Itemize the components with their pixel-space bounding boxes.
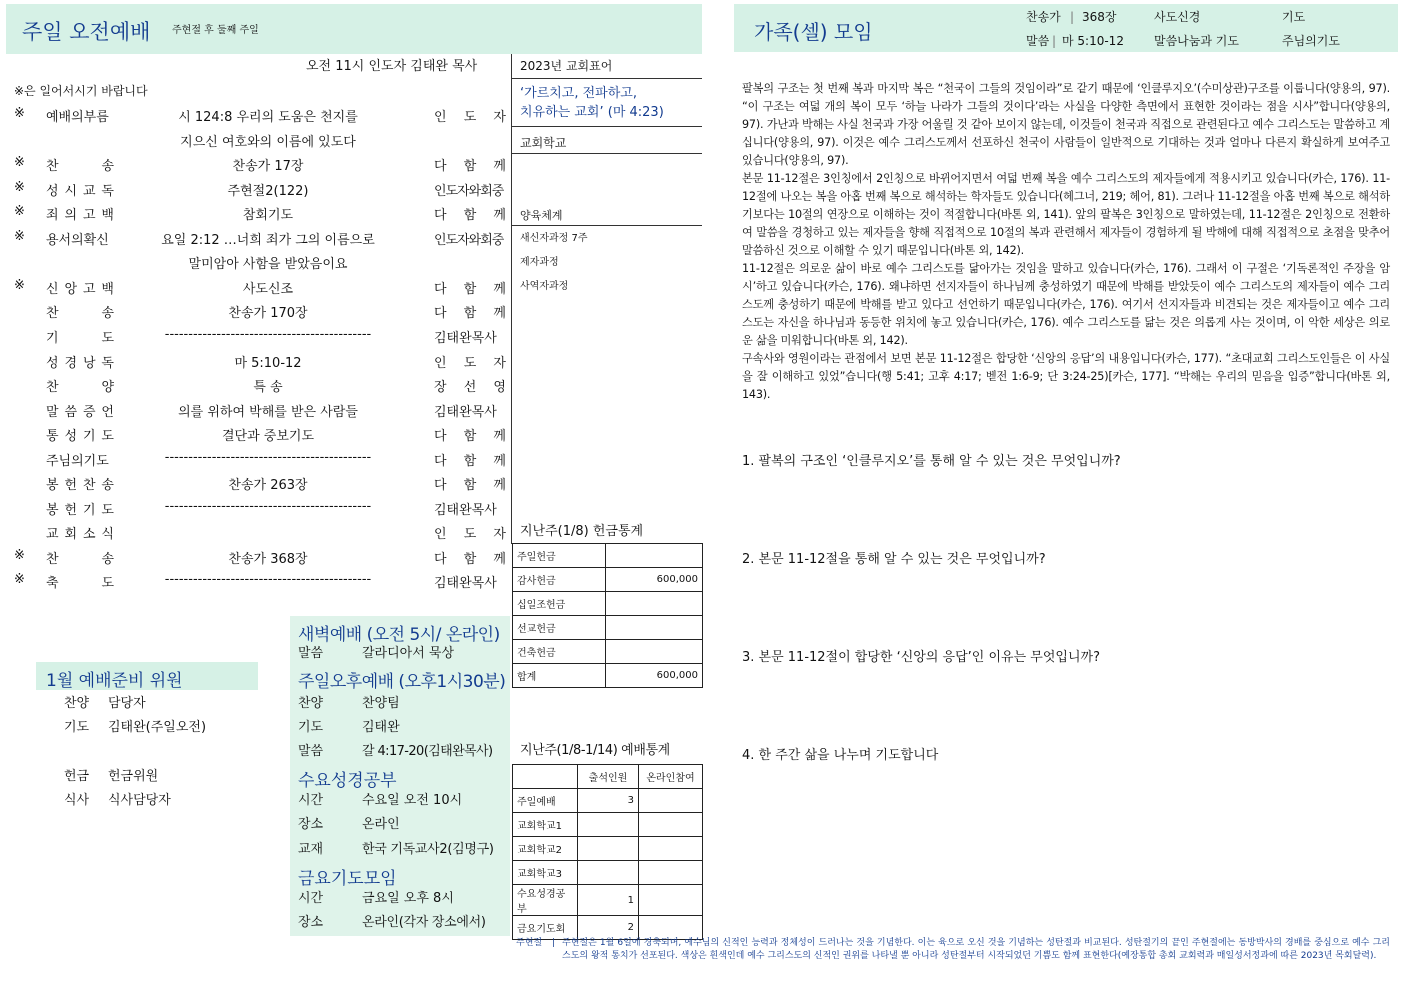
worship-item-content: -------------------------------------------- [164,326,372,342]
right-header [734,4,1398,52]
worship-item-content: 말미암아 사함을 받았음이요 [188,257,348,273]
worship-item-label: 기 도 [46,330,114,346]
epiphany-separator: | [552,938,556,948]
service-key: 시간 [298,793,324,808]
creed: 사도신경 [1154,10,1201,24]
epiphany-label: 주현절 [516,938,543,948]
stand-mark: ※ [14,204,25,220]
table-row [513,664,703,688]
service-key: 말씀 [298,646,324,661]
worship-item-content: 지으신 여호와의 이름에 있도다 [180,134,356,150]
friday-title: 금요기도모임 [298,869,397,889]
attendance-label: 주일예배 [513,789,578,813]
commentary-paragraph: 구속사와 영원이라는 관점에서 보면 본문 11-12절은 합당한 ‘신앙의 응답’의 내용입니다(카슨, 177). “초대교회 그리스도인들은 이 사실을 잘 이해하고 있었”습니다(행 5:41; 고후 4:17; 벧전 1:6-9; 단 3:24-25)[카슨, 177]. “박해는 우리의 믿음을 입증”합니다(바톤 외, 143). [742,352,1390,401]
motto-line1: ‘가르치고, 전파하고, [520,86,637,101]
stand-mark: ※ [14,277,25,293]
worship-row [0,568,510,592]
attendance-label: 교회학교1 [513,813,578,837]
page-title: 주일 오전예배 [22,20,151,44]
prayer: 기도 [1282,10,1306,24]
offering-value: 600,000 [606,664,703,688]
divider [512,153,702,154]
service-key: 시간 [298,891,324,906]
worship-row [0,102,510,126]
service-key: 찬양 [298,696,324,711]
attendance-online [639,789,703,813]
service-value: 금요일 오후 8시 [362,891,454,906]
commentary-paragraph: 팔복의 구조는 첫 번째 복과 마지막 복은 “천국이 그들의 것임이라”로 같기 때문에 ‘인클루지오’(수미상관)구조를 이룹니다(양용의, 97). “이 구조는 여덟 개의 복이 모두 ‘하늘 나라가 그들의 것이다’라는 사실을 다양한 측면에서 표현한 것이라는 점을 시사”합니다(양용의, 97). 가난과 박해는 사실 천국과 가장 어울릴 것 같아 보이지 않는데, 이것들이 천국과 직접으로 관련된다고 예수 그리스도는 말씀하고 계십니다(양용의, 97). 이것은 예수 그리스도께서 선포하신 천국이 사람들이 일반적으로 기대하는 것과 얼마나 다른지 확실하게 보여주고 있습니다(양용의, 97). [742,82,1390,167]
worship-item-content: -------------------------------------------- [164,572,372,588]
service-value: 온라인(각자 장소에서) [362,915,486,930]
motto-line2: 치유하는 교회’ (마 4:23) [520,105,664,120]
afternoon-title: 주일오후예배 (오후1시30분) [298,672,506,692]
services-panel [290,616,510,936]
offering-label: 합계 [513,664,606,688]
stand-mark: ※ [14,179,25,195]
worship-row [0,470,510,494]
hymn-label: 찬송가 [1026,10,1061,24]
attendance-online [639,837,703,861]
attendance-online [639,813,703,837]
stand-mark: ※ [14,547,25,563]
worship-row [0,323,510,347]
worship-item-person: 인도자와회중 [434,183,504,199]
table-row [513,789,703,813]
school-heading: 교회학교 [520,136,567,150]
table-row [513,916,703,940]
worship-item-person: 김태완목사 [434,502,497,518]
column-header: 출석인원 [578,765,639,789]
worship-row [0,176,510,200]
left-header [6,4,702,54]
service-key: 장소 [298,817,324,832]
service-value: 갈라디아서 묵상 [362,646,455,661]
worship-row [0,151,510,175]
dawn-title: 새벽예배 (오전 5시/ 온라인) [298,625,500,645]
course-item: 사역자과정 [520,281,569,292]
prep-name: 김태완(주일오전) [108,720,207,735]
hymn-number: 368장 [1082,10,1117,24]
worship-item-content: 요일 2:12 …너희 죄가 그의 이름으로 [161,232,375,248]
prep-role: 헌금 [64,769,90,784]
attendance-value: 3 [578,789,639,813]
offering-value [606,592,703,616]
epiphany-text: 주현절은 1월 6일에 경축되며, 예수님의 신적인 능력과 정체성이 드러나는 것을 기념한다. 이는 육으로 오신 것을 기념하는 성탄절과 비교된다. 성탄절기의 끝인 주현절에는 동방박사의 경배를 중심으로 예수 그리스도의 왕적 통치가 선포된다. 색상은 흰색인데 예수 그리스도의 신적인 권위를 나타낼 뿐 아니라 성탄절부터 시작되었던 기쁨도 함께 표현한다(예장통합 총회 교회력과 매일성서정과에 따른 2023년 목회달력). [562,938,1390,961]
attendance-heading: 지난주(1/8-1/14) 예배통계 [520,743,670,758]
worship-item-content: 결단과 중보기도 [221,429,315,445]
lords-prayer: 주님의기도 [1282,34,1340,48]
prep-title: 1월 예배준비 위원 [46,671,183,691]
worship-row [0,274,510,298]
table-row [513,765,703,789]
worship-item-person: 다 함 께 [434,159,506,175]
column-divider [511,54,512,544]
worship-item-label: 봉 헌 기 도 [46,502,114,518]
attendance-label: 교회학교3 [513,861,578,885]
stand-mark: ※ [14,572,25,588]
worship-item-content: 주현절2(122) [227,183,309,199]
worship-row [0,397,510,421]
prep-name: 식사담당자 [108,793,171,808]
worship-item-content: 찬송가 170장 [228,306,308,322]
worship-row [0,519,510,543]
worship-item-person: 김태완목사 [434,404,497,420]
course-item: 새신자과정 7주 [520,233,588,244]
course-item: 제자과정 [520,257,559,268]
worship-item-label: 성 시 교 독 [46,183,114,199]
service-key: 말씀 [298,744,324,759]
commentary-paragraph: 11-12절은 의로운 삶이 바로 예수 그리스도를 닮아가는 것임을 말하고 있습니다(카슨, 176). 그래서 이 구절은 ‘기독론적인 주장을 암시’하고 있습니다(카슨, 176). 왜냐하면 선지자들이 하나님께 충성하였기 때문에 박해를 받았듯이 예수 그리스도의 제자들이 예수 그리스도께 충성하기 때문에 박해를 받고 있다고 선언하기 때문입니다(카슨, 176). 여기서 선지자들과 비견되는 것은 제자들이고 예수 그리스도는 자신을 하나님과 동등한 위치에 놓고 있습니다(카슨, 176). 예수 그리스도를 닮는 것은 의롭게 사는 것이며, 이 악한 세상은 의로운 삶을 미워합니다(바톤 외, 142). [742,262,1390,347]
question-2: 2. 본문 11-12절을 통해 알 수 있는 것은 무엇입니까? [742,552,1046,567]
attendance-value: 2 [578,916,639,940]
worship-item-label: 찬 송 [46,159,114,175]
table-row [513,592,703,616]
prep-role: 식사 [64,793,90,808]
worship-item-content: 시 124:8 우리의 도움은 천지를 [178,110,358,125]
worship-item-person: 다 함 께 [434,429,506,445]
table-row [513,616,703,640]
worship-item-person: 김태완목사 [434,576,497,592]
prep-role: 기도 [64,720,90,735]
worship-row [0,372,510,396]
worship-item-label: 말 씀 증 언 [46,404,114,420]
worship-row [0,348,510,372]
worship-row [0,127,510,151]
attendance-value [578,837,639,861]
worship-item-person: 인 도 자 [434,355,506,371]
cell-title: 가족(셀) 모임 [754,20,873,44]
worship-item-person: 인 도 자 [434,527,506,543]
question-3: 3. 본문 11-12절이 합당한 ‘신앙의 응답’인 이유는 무엇입니까? [742,650,1100,665]
worship-item-person: 다 함 께 [434,306,506,322]
worship-item-person: 다 함 께 [434,551,506,567]
worship-item-label: 예배의부름 [46,110,109,125]
share: 말씀나눔과 기도 [1154,34,1239,48]
worship-item-content: 참회기도 [242,208,294,224]
divider [512,225,702,226]
worship-item-person: 김태완목사 [434,330,497,346]
stand-note: ※은 일어서시기 바랍니다 [14,84,148,98]
worship-item-label: 주님의기도 [46,453,109,469]
service-value: 갈 4:17-20(김태완목사) [362,744,493,759]
attendance-label: 수요성경공부 [513,885,578,916]
worship-item-person: 다 함 께 [434,208,506,224]
question-4: 4. 한 주간 삶을 나누며 기도합니다 [742,748,939,763]
worship-item-content: -------------------------------------------- [164,449,372,465]
table-row [513,813,703,837]
worship-item-label: 축 도 [46,576,114,592]
worship-row [0,446,510,470]
offering-table [512,543,703,688]
attendance-value [578,861,639,885]
worship-item-label: 신 앙 고 백 [46,281,114,297]
divider [512,126,702,127]
service-key: 기도 [298,720,324,735]
table-row [513,885,703,916]
service-value: 찬양팀 [362,696,400,711]
worship-item-content: 의를 위하여 박해를 받은 사람들 [178,404,358,420]
offering-value [606,616,703,640]
offering-label: 선교헌금 [513,616,606,640]
offering-label: 건축헌금 [513,640,606,664]
worship-item-content: 사도신조 [242,281,294,297]
attendance-online [639,916,703,940]
worship-item-label: 죄 의 고 백 [46,208,114,224]
motto-heading: 2023년 교회표어 [520,59,613,73]
worship-row [0,298,510,322]
service-value: 한국 기독교사2(김명구) [362,842,494,857]
worship-item-person: 장 선 영 [434,380,506,396]
worship-item-person: 다 함 께 [434,453,506,469]
service-leader: 오전 11시 인도자 김태완 목사 [306,59,478,74]
table-row [513,640,703,664]
word-passage: 마 5:10-12 [1062,34,1124,48]
worship-item-label: 통 성 기 도 [46,429,114,445]
attendance-label: 교회학교2 [513,837,578,861]
stand-mark: ※ [14,228,25,244]
worship-row [0,421,510,445]
worship-item-person: 다 함 께 [434,281,506,297]
worship-row [0,200,510,224]
attendance-online [639,861,703,885]
attendance-table [512,764,703,940]
offering-value [606,640,703,664]
stand-mark: ※ [14,155,25,171]
worship-item-content: 찬송가 263장 [228,478,308,494]
worship-row [0,544,510,568]
divider [512,78,702,79]
offering-label: 감사헌금 [513,568,606,592]
commentary-paragraph: 본문 11-12절은 3인칭에서 2인칭으로 바뀌어지면서 여덟 번째 복을 예수 그리스도의 제자들에게 적용시키고 있습니다(카슨, 176). 11-12절에 나오는 복을 아홉 번째 복으로 해석하는 학자들도 있습니다(헤그너, 219; 헤어, 81). 그러나 11-12절을 아홉 번째 복으로 해석하기보다는 10절의 연장으로 이해하는 것이 적절합니다(바톤 외, 141). 앞의 팔복은 3인칭으로 말하였는데, 11-12절은 2인칭으로 전환하여 말씀을 경청하고 있는 제자들을 향해 직접적으로 10절의 복과 관련해서 제자들이 경험하게 될 박해에 대해 직접적으로 초점을 맞추어 말씀하신 것으로 이해할 수 있기 때문입니다(바톤 외, 142). [742,172,1390,257]
worship-item-person: 다 함 께 [434,478,506,494]
worship-row [0,225,510,249]
attendance-value: 1 [578,885,639,916]
column-header: 온라인참여 [639,765,703,789]
question-1: 1. 팔복의 구조인 ‘인클루지오’를 통해 알 수 있는 것은 무엇입니까? [742,454,1121,469]
offering-label: 주일헌금 [513,544,606,568]
service-value: 온라인 [362,817,400,832]
prep-name: 담당자 [108,696,146,711]
worship-item-content: -------------------------------------------- [164,498,372,514]
worship-item-content: 찬송가 17장 [232,159,304,175]
service-value: 수요일 오전 10시 [362,793,463,808]
order-of-worship [0,102,510,592]
word-separator: | [1052,34,1057,48]
worship-item-content: 찬송가 368장 [228,551,308,567]
page-subtitle: 주현절 후 둘째 주일 [172,25,259,36]
worship-row [0,249,510,273]
hymn-separator: | [1070,10,1075,24]
commentary [742,80,1390,404]
worship-item-person: 인 도 자 [434,110,506,125]
wednesday-title: 수요성경공부 [298,771,397,791]
worship-item-content: 마 5:10-12 [234,355,302,371]
attendance-value [578,813,639,837]
worship-item-person: 인도자와회중 [434,232,504,248]
word-label: 말씀 [1026,34,1050,48]
training-heading: 양육체계 [520,209,563,222]
table-row [513,837,703,861]
offering-heading: 지난주(1/8) 헌금통계 [520,524,644,539]
service-key: 교재 [298,842,324,857]
offering-label: 십일조헌금 [513,592,606,616]
prep-role: 찬양 [64,696,90,711]
attendance-online [639,885,703,916]
service-key: 장소 [298,915,324,930]
table-row [513,568,703,592]
worship-item-label: 교 회 소 식 [46,527,114,543]
attendance-label: 금요기도회 [513,916,578,940]
table-row [513,544,703,568]
worship-item-label: 찬 송 [46,551,114,567]
stand-mark: ※ [14,106,25,121]
worship-item-label: 찬 송 [46,306,114,322]
table-row [513,861,703,885]
worship-item-label: 용서의확신 [46,232,109,248]
prep-header [36,662,258,690]
offering-value: 600,000 [606,568,703,592]
worship-item-content: 특 송 [253,380,283,396]
worship-row [0,495,510,519]
worship-item-label: 성 경 낭 독 [46,355,114,371]
worship-item-label: 찬 양 [46,380,114,396]
service-value: 김태완 [362,720,400,735]
prep-name: 헌금위원 [108,769,159,784]
worship-item-label: 봉 헌 찬 송 [46,478,114,494]
offering-value [606,544,703,568]
